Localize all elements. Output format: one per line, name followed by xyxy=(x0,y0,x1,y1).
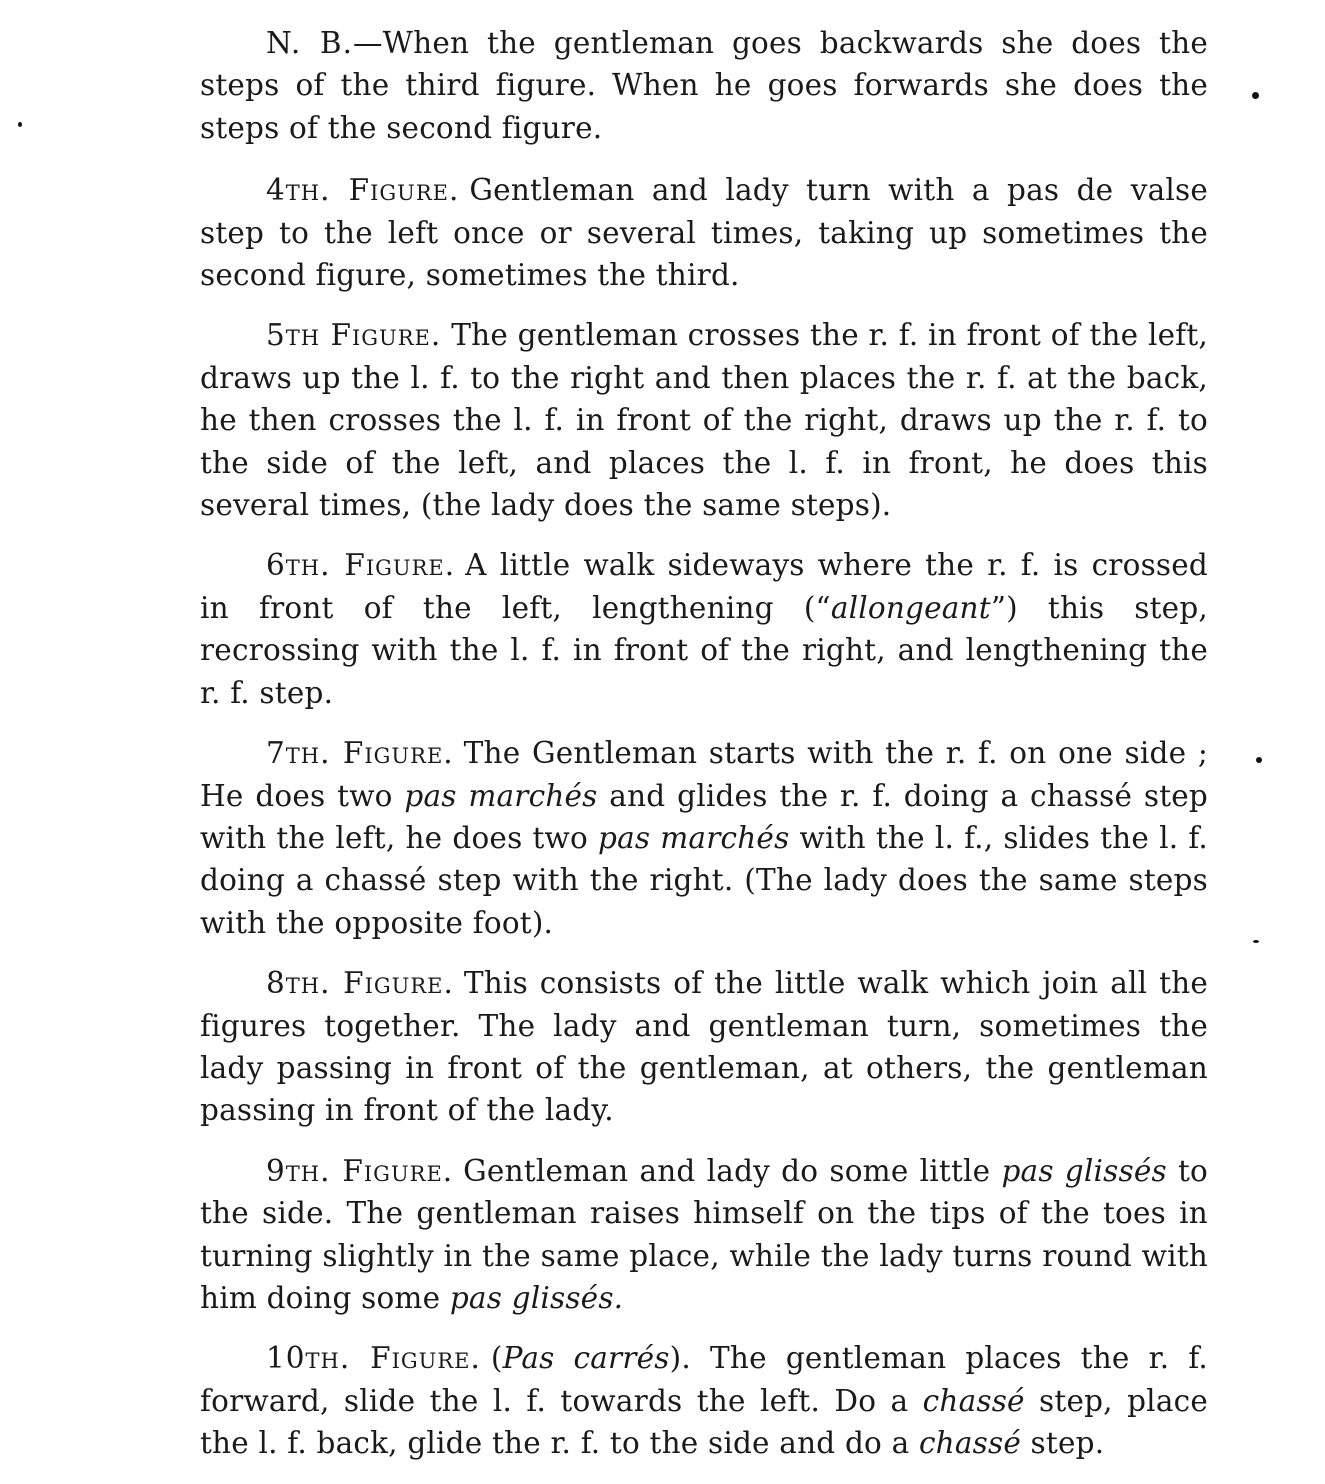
paragraph-italic-term: pas glissés xyxy=(1001,1153,1167,1188)
paragraph-figure-6 xyxy=(200,544,1208,714)
print-speck xyxy=(18,122,22,127)
paragraph-heading: 7th. Figure. xyxy=(266,736,454,771)
paragraph-italic-term: pas marchés xyxy=(597,820,790,855)
paragraph-italic-term: pas marchés xyxy=(404,778,598,813)
paragraph-italic-term: Pas carrés xyxy=(502,1341,670,1376)
paragraph-text: to the side. The gentleman raises himself on the tips of the toes in turning slightly in the same place, while the lady turns round with him doing some xyxy=(200,1153,1209,1315)
paragraph-text: This consists of the little walk which join all the figures together. The lady and gentleman turn, sometimes the lady passing in front of the gentleman, at others, the gentleman passing in front of the lady. xyxy=(200,966,1208,1128)
print-speck xyxy=(1256,757,1262,763)
paragraph-heading: 4th. Figure. xyxy=(266,173,460,208)
paragraph-text: and glides the r. f. doing a chassé step with the left, he does two xyxy=(200,778,1209,855)
paragraph-text: —When the gentleman goes backwards she does the steps of the third figure. When he goes forwards she does the steps of the second figure. xyxy=(200,26,1208,145)
paragraph-text: Gentleman and lady turn with a pas de valse step to the left once or several times, taking up sometimes the second figure, sometimes the third. xyxy=(200,173,1208,293)
paragraph-text: step. xyxy=(1020,1426,1105,1461)
print-speck xyxy=(1253,940,1259,943)
paragraph-text: with the l. f., slides the l. f. doing a chassé step with the right. (The lady does the same steps with the opposite foot). xyxy=(200,820,1209,940)
paragraph-italic-term: chassé xyxy=(918,1426,1021,1461)
paragraph-italic-term: chassé xyxy=(922,1383,1025,1418)
paragraph-heading: N. B. xyxy=(266,26,353,60)
paragraph-italic-term: pas glissés. xyxy=(449,1280,624,1315)
print-speck xyxy=(1252,92,1259,99)
paragraph-text: The Gentleman starts with the r. f. on one side ; He does two xyxy=(200,736,1208,813)
paragraph-figure-5 xyxy=(200,314,1208,526)
paragraph-figure-8 xyxy=(200,962,1208,1132)
paragraph-italic-term: allongeant xyxy=(830,590,991,625)
paragraph-heading: 8th. Figure. xyxy=(266,966,454,1001)
paragraph-text: step, place the l. f. back, glide the r. f. to the side and do a xyxy=(200,1383,1208,1461)
paragraph-text: ”) this step, recrossing with the l. f. in front of the right, and lengthening the r. f. step. xyxy=(200,590,1208,710)
paragraph-text: The gentleman crosses the r. f. in front of the left, draws up the l. f. to the right and then places the r. f. at the back, he then crosses the l. f. in front of the right, draws up the r. f. to the side of the left, and places the l. f. in front, he does this several times, (the lady does the same steps). xyxy=(200,318,1208,523)
paragraph-text: A little walk sideways where the r. f. is crossed in front of the left, lengthening (“ xyxy=(200,548,1208,625)
paragraph-figure-9 xyxy=(200,1150,1208,1320)
paragraph-heading: 9th. Figure. xyxy=(266,1153,454,1188)
paragraph-heading: 10th. Figure. xyxy=(266,1341,481,1376)
paragraph-figure-4 xyxy=(200,169,1208,296)
paragraph-text: ). The gentleman places the r. f. forward, slide the l. f. towards the left. Do a xyxy=(200,1341,1208,1418)
paragraph-figure-10 xyxy=(200,1337,1208,1464)
book-page xyxy=(200,22,1208,1483)
paragraph-heading: 5th Figure. xyxy=(266,318,442,353)
paragraph-heading: 6th. Figure. xyxy=(266,548,456,583)
paragraph-text: Gentleman and lady do some little xyxy=(463,1153,1002,1188)
paragraph-text: ( xyxy=(490,1341,503,1376)
paragraph-nb xyxy=(200,22,1208,149)
paragraph-figure-7 xyxy=(200,732,1208,944)
